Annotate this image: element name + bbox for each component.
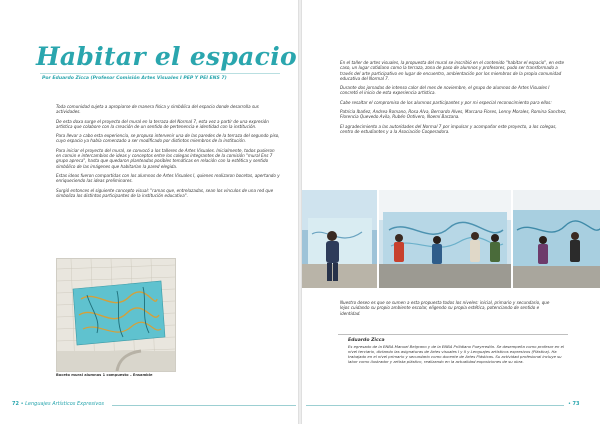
photo-group-at-mural	[379, 190, 510, 288]
photo-students-painting-wall	[513, 190, 600, 288]
paragraph: Toda comunidad sujeta a apropiarse de manera física y simbólica del espacio donde desarrolla sus actividades.	[56, 104, 259, 115]
paragraph: Cabe resaltar el compromiso de los alumnos participantes y por mi especial reconocimiento para ellos:	[340, 99, 552, 105]
footer-separator: •	[568, 401, 573, 407]
article-title: Habitar el espacio	[36, 42, 297, 71]
left-column-text	[56, 104, 280, 202]
author-bio-name: Eduardo Zicca	[348, 338, 385, 343]
right-column-text	[340, 60, 568, 138]
paragraph: Para llevar a cabo esta experiencia, se propuso intervenir una de las paredes de la terraza del segundo piso, cuyo espacio ya había comenzado a ser modificado por distintos miembros de la institución.	[56, 133, 280, 144]
footer-section-name: Lenguajes Artísticos Expresivos	[25, 401, 105, 407]
right-column-closing	[340, 300, 558, 320]
footer-right	[568, 401, 580, 407]
paragraph: Para iniciar el proyecto del mural, se convocó a los talleres de Artes Visuales. Inicialmente, todos pusieron en común e intercambios de ideas y conceptos entre los colegas integrantes de la comisión "mural Ens 7 grupo apreca", hasta que quedaron planteadas posibles temáticas en relación con la estética y sentido simbólico de las imágenes que habitarían la pared elegida.	[56, 147, 275, 169]
left-page	[0, 0, 298, 424]
sketch-caption: Boceto mural alumnos 1 compuesto – Ensamble	[56, 373, 153, 377]
page-number-left: 72	[12, 401, 19, 407]
mural-sketch-photo	[56, 258, 176, 372]
paragraph: Estas ideas fueron compartidas con los alumnos de Artes Visuales I, quienes realizaron bocetos, apertando y enriqueciendo las ideas preliminares.	[56, 172, 280, 184]
paragraph: Durante dos jornadas de intenso calor del mes de noviembre, el grupo de alumnos de Artes Visuales I concretó el inicio de esta experiencia artística.	[340, 85, 550, 96]
byline-divider	[40, 73, 280, 74]
footer-separator: •	[20, 401, 26, 407]
paragraph: De esta doxa surge el proyecto del mural en la terraza del Normal 7, esta vez a partir de una expresión artística que colabore con la creación de un sentido de pertenencia e identidad con la institución.	[56, 118, 269, 129]
footer-rule-right	[306, 405, 564, 406]
article-byline: Por Eduardo Zicca (Profesor Comisión Artes Visuales I PEP Y PEI ENS 7)	[42, 76, 227, 81]
paragraph: El agradecimiento a las autoridades del Normal 7 por impulsar y acompañar este proyecto, a los colegas, centro de estudiantes y a la Asociación Cooperadora.	[340, 123, 557, 134]
photo-student-painting	[302, 190, 377, 288]
bio-divider	[338, 334, 568, 335]
paragraph: En el taller de artes visuales, la propuesta del mural se inscribió en el contenido "habitar el espacio", en este caso, un lugar cotidiano como la terraza, zona de paso de alumnos y profesores, pudo ser transformado a través del arte participativo en lugar de encuentro, ambientación por los miembros de la propia comunidad educativa del Normal 7.	[340, 60, 564, 81]
page-number-right: 73	[572, 401, 580, 407]
mural-sketch-illustration	[57, 259, 175, 371]
footer-rule-left	[112, 405, 296, 406]
paragraph: Surgió entonces el siguiente concepto visual: "ramas que, entrelazadas, sean los vínculos de una red que simboliza los distintos participantes de la institución educativa".	[56, 187, 274, 198]
paragraph: Nuestro deseo es que se sumen a esta propuesta todos los niveles: inicial, primario y secundario, que lejos cuidando su propio ambiente escolar, eligendo su propia estética, potenciando de sentido e identidad.	[340, 300, 550, 316]
mural-painting-photos	[302, 190, 600, 288]
footer-left	[12, 401, 104, 407]
author-bio-text: Es egresado de la ENBA Manuel Belgrano y de la ENBA Prilidiano Pueyrredón. Se desempeña como profesor en el nivel terciario, dictando las asignaturas de Artes visuales I y II y Lenguajes artísticos expresivos (Plástica). Ha trabajado en el nivel primario y secundario como docente de Artes Plásticas. Su actividad profesional incluye su labor como ilustrador y artista plástico, realizando en la actualidad exposiciones de su obra.	[348, 344, 564, 364]
paragraph: Patricia Ibañez, Andrea Romano, Rosa Alva, Bernardo Alves, Marcana Flores, Lenny Morales, Romina Sanchez, Florencia Quevedo Avila, Rubén Ontivero, Noemí Barzana.	[340, 109, 567, 120]
